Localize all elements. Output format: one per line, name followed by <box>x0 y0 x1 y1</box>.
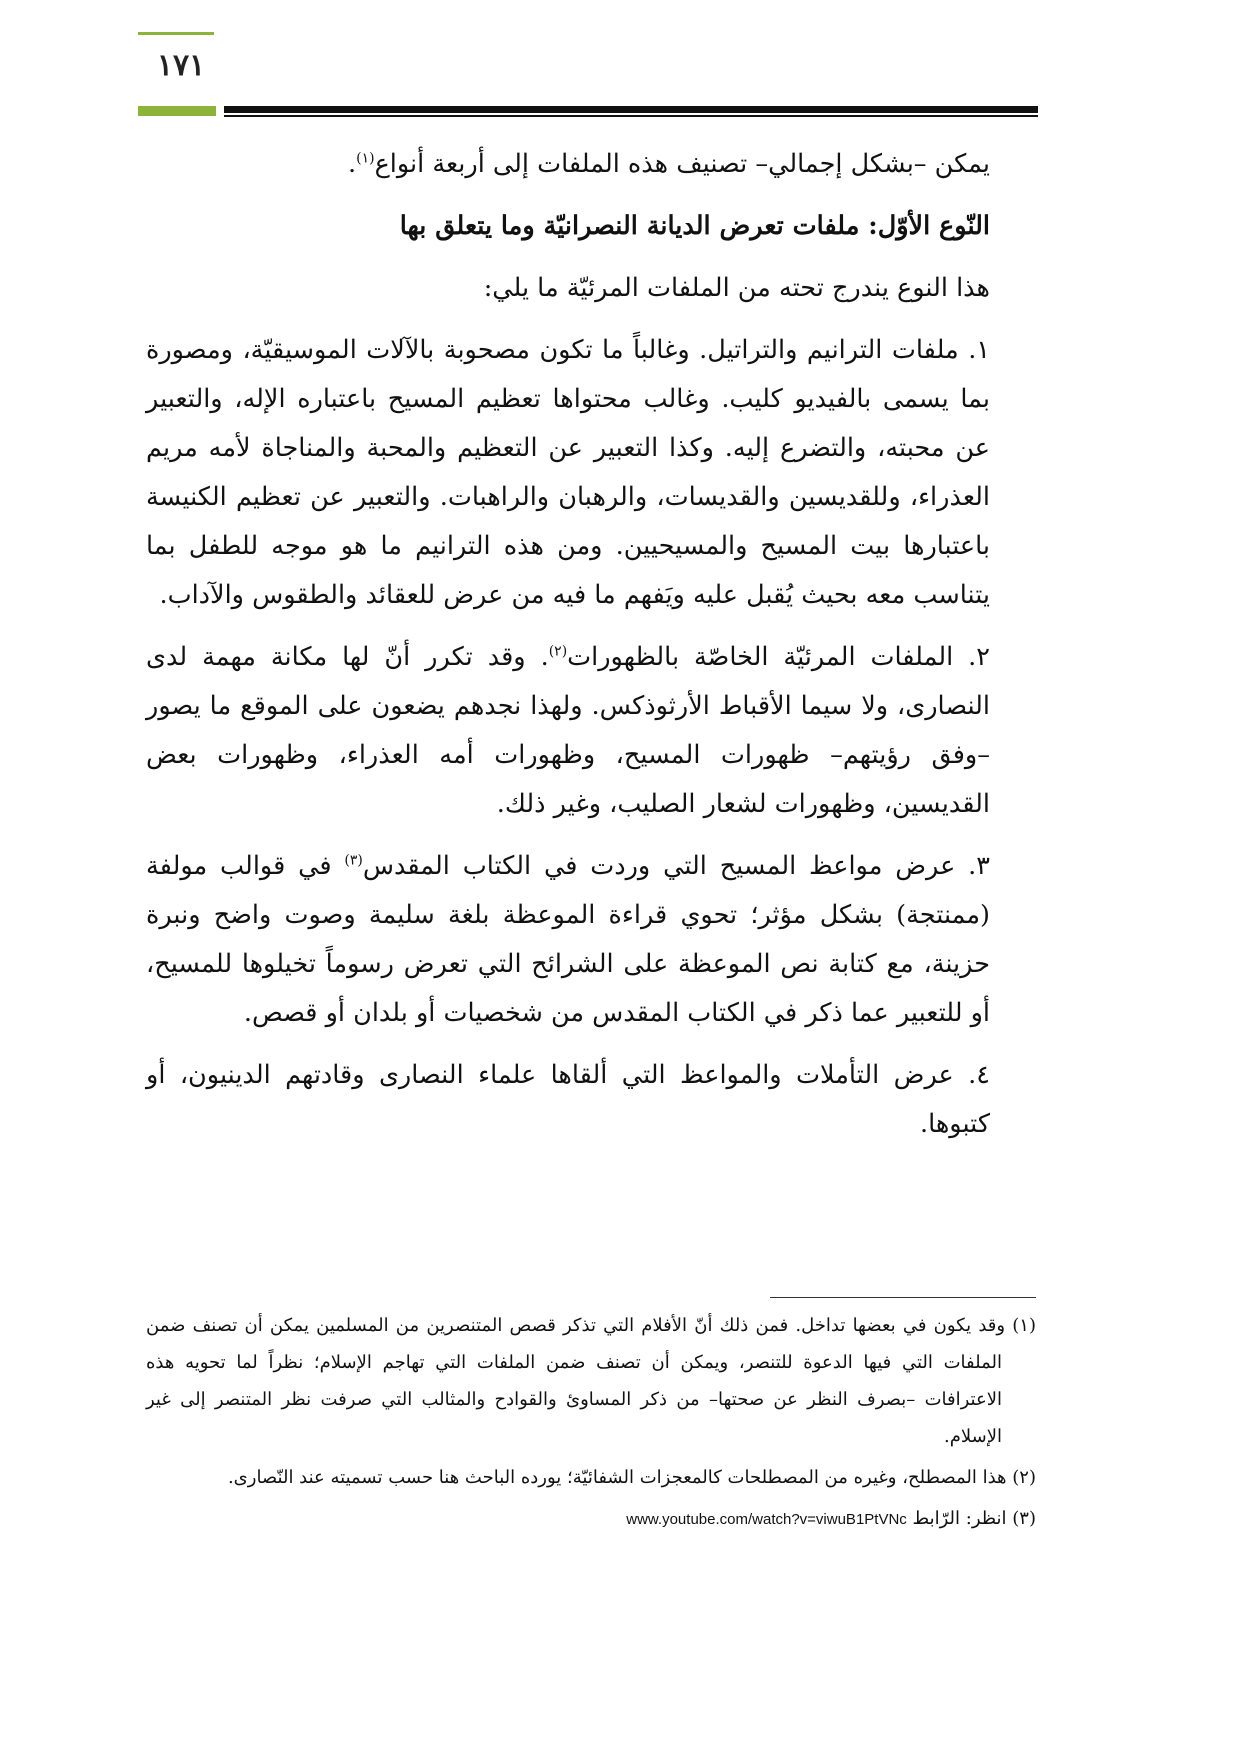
footnote-3-label: (٣) انظر: الرّابط <box>912 1508 1036 1529</box>
footnote-3-link[interactable]: www.youtube.com/watch?v=viwuB1PtVNc <box>626 1511 907 1528</box>
main-text <box>146 140 1036 1162</box>
list-item-4: ٤. عرض التأملات والمواعظ التي ألقاها علماء النصارى وقادتهم الدينيون، أو كتبوها. <box>146 1060 990 1139</box>
header-rule-thin <box>224 115 1038 117</box>
section-heading <box>146 202 1036 251</box>
footnote-ref-1: (١) <box>356 150 375 167</box>
footnote-ref-2: (٢) <box>548 643 568 660</box>
item2-rest: . وقد تكرر أنّ لها مكانة مهمة لدى النصارى، ولا سيما الأقباط الأرثوذكس. ولهذا نجدهم يضعون على الموقع ما يصور –وفق رؤيتهم– ظهورات المسيح، وظهورات أمه العذراء، وظهورات بعض القديسين، وظهورات لشعار الصليب، وغير ذلك. <box>146 642 990 819</box>
list-item-2 <box>146 633 1036 829</box>
section-lead: هذا النوع يندرج تحته من الملفات المرئيّة ما يلي: <box>483 273 990 303</box>
footnotes <box>146 1307 1036 1542</box>
footnote-1: (١) وقد يكون في بعضها تداخل. فمن ذلك أنّ الأفلام التي تذكر قصص المتنصرين من المسلمين يمكن أن تصنف ضمن الملفات التي فيها الدعوة للتنصر، ويمكن أن تصنف ضمن الملفات التي تهاجم الإسلام؛ نظراً لما تحويه هذه الاعترافات –بصرف النظر عن صحتها– من ذكر المساوئ والقوادح والمثالب التي صرفت نظر المتنصر إلى غير الإسلام. <box>146 1315 1036 1447</box>
item3-rest: في قوالب مولفة (ممنتجة) بشكل مؤثر؛ تحوي قراءة الموعظة بلغة سليمة وصوت واضح ونبرة حزينة، مع كتابة نص الموعظة على الشرائح التي تعرض رسوماً تخيلوها للمسيح، أو للتعبير عما ذكر في الكتاب المقدس من شخصيات أو بلدان أو قصص. <box>146 851 990 1028</box>
list-item-3 <box>146 842 1036 1038</box>
intro-paragraph <box>146 140 1036 189</box>
intro-end: . <box>347 149 357 179</box>
section-title: ملفات تعرض الديانة النصرانيّة وما يتعلق بها <box>399 211 860 241</box>
header-rule <box>224 106 1038 113</box>
accent-rule-top <box>138 32 214 35</box>
list-item-1: ١. ملفات الترانيم والتراتيل. وغالباً ما تكون مصحوبة بالآلات الموسيقيّة، ومصورة بما يسمى بالفيديو كليب. وغالب محتواها تعظيم المسيح باعتباره الإله، والتعبير عن محبته، والتضرع إليه. وكذا التعبير عن التعظيم والمحبة والمناجاة لأمه مريم العذراء، وللقديسين والقديسات، والرهبان والراهبات. والتعبير عن تعظيم الكنيسة باعتبارها بيت المسيح والمسيحيين. ومن هذه الترانيم ما هو موجه للطفل بما يتناسب معه بحيث يُقبل عليه ويَفهم ما فيه من عرض للعقائد والطقوس والآداب. <box>146 335 990 610</box>
accent-rule-bottom <box>138 106 216 116</box>
footnote-ref-3: (٣) <box>344 852 363 869</box>
footnote-separator <box>770 1297 1036 1298</box>
item3-start: ٣. عرض مواعظ المسيح التي وردت في الكتاب المقدس <box>362 851 990 881</box>
intro-text: يمكن –بشكل إجمالي– تصنيف هذه الملفات إلى أربعة أنواع <box>374 149 990 179</box>
section-label: النّوع الأوّل: <box>868 211 990 241</box>
footnote-3 <box>146 1500 1036 1538</box>
footnote-2: (٢) هذا المصطلح، وغيره من المصطلحات كالمعجزات الشفائيّة؛ يورده الباحث هنا حسب تسميته عند النّصارى. <box>227 1467 1036 1488</box>
item2-start: ٢. الملفات المرئيّة الخاصّة بالظهورات <box>567 642 990 672</box>
page-number: ١٧١ <box>156 48 206 83</box>
